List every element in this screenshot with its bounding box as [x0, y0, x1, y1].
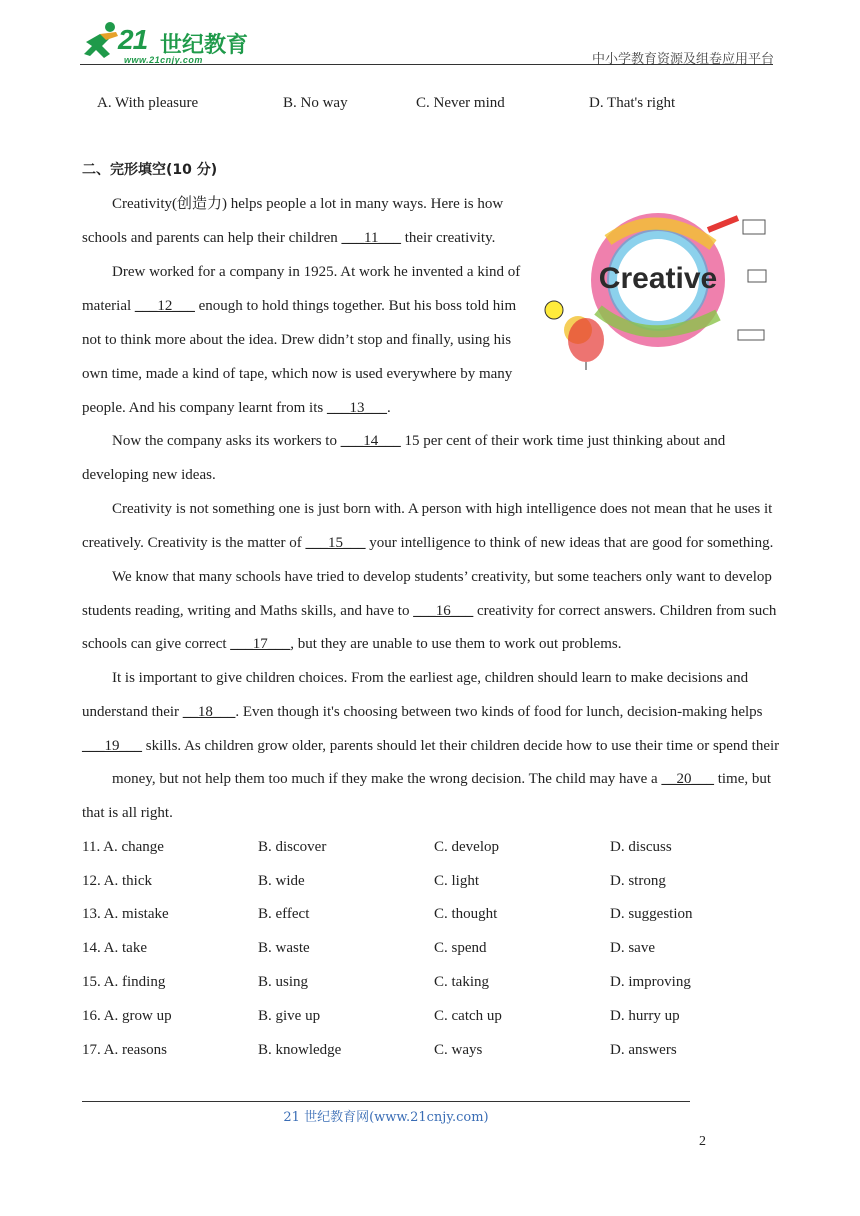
option-c: C. light	[434, 873, 480, 889]
logo-url: www.21cnjy.com	[124, 55, 203, 65]
site-logo	[80, 20, 260, 66]
header-divider	[80, 64, 773, 65]
passage-line: not to think more about the idea. Drew didn’t stop and finally, using his	[82, 332, 512, 348]
option-c: C. catch up	[434, 1008, 502, 1024]
option-d: D. hurry up	[610, 1008, 680, 1024]
option-b: B. discover	[258, 839, 327, 855]
option-c: C. spend	[434, 940, 487, 956]
passage-line: ___19___ skills. As children grow older, parents should let their children decide how to use their time or spend their	[82, 738, 780, 754]
passage-line: Creativity(创造力) helps people a lot in many ways. Here is how	[112, 196, 504, 212]
option-b: B. waste	[258, 940, 310, 956]
passage-line: Creativity is not something one is just born with. A person with high intelligence does not mean that he uses it	[112, 501, 773, 517]
blank-14: ___14___	[340, 433, 401, 449]
page-number: 2	[699, 1134, 706, 1149]
passage-line: students reading, writing and Maths skills, and have to ___16___ creativity for correct answers. Children from such	[82, 603, 777, 619]
creative-art-icon	[538, 210, 779, 370]
blank-12: ___12___	[134, 298, 195, 314]
footer-divider	[82, 1101, 690, 1102]
passage-line: creatively. Creativity is the matter of ___15___ your intelligence to think of new ideas that are good for something.	[82, 535, 774, 551]
blank-17: ___17___	[230, 636, 291, 652]
option-a: 17. A. reasons	[82, 1042, 167, 1058]
option-b: B. using	[258, 974, 309, 990]
runner-logo-icon	[80, 20, 120, 64]
blank-11: ___11___	[341, 230, 401, 246]
platform-tagline: 中小学教育资源及组卷应用平台	[591, 52, 774, 67]
option-d: D. discuss	[610, 839, 672, 855]
option-b: B. wide	[258, 873, 305, 889]
option-c: C. taking	[434, 974, 489, 990]
passage-line: We know that many schools have tried to develop students’ creativity, but some teachers only want to develop	[112, 569, 772, 585]
passage-line: developing new ideas.	[82, 467, 216, 483]
option-d: D. save	[610, 940, 655, 956]
option-b: B. give up	[258, 1008, 321, 1024]
blank-16: ___16___	[413, 603, 474, 619]
logo-chinese-name: 世纪教育	[160, 33, 249, 58]
option-a: 16. A. grow up	[82, 1008, 172, 1024]
passage-line: It is important to give children choices. From the earliest age, children should learn to make decisions and	[112, 670, 749, 686]
option-a: 12. A. thick	[82, 873, 152, 889]
section-title: 二、完形填空(10 分)	[82, 162, 218, 178]
passage-line: schools and parents can help their children ___11___ their creativity.	[82, 230, 496, 246]
option-c: C. ways	[434, 1042, 483, 1058]
prev-option-a: A. With pleasure	[97, 95, 199, 111]
option-d: D. answers	[610, 1042, 677, 1058]
prev-option-b: B. No way	[283, 95, 348, 111]
option-c: C. thought	[434, 906, 498, 922]
prev-option-d: D. That's right	[589, 95, 676, 111]
image-label: Creative	[598, 262, 718, 295]
passage-line: schools can give correct ___17___, but they are unable to use them to work out problems.	[82, 636, 622, 652]
prev-option-c: C. Never mind	[416, 95, 505, 111]
option-b: B. effect	[258, 906, 310, 922]
blank-18: __18___	[182, 704, 236, 720]
option-a: 13. A. mistake	[82, 906, 169, 922]
passage-line: Now the company asks its workers to ___14___ 15 per cent of their work time just thinking about and	[112, 433, 726, 449]
logo-number: 21	[118, 24, 148, 55]
footer-site-link[interactable]: 21 世纪教育网(www.21cnjy.com)	[283, 1110, 489, 1125]
option-a: 15. A. finding	[82, 974, 166, 990]
option-a: 14. A. take	[82, 940, 147, 956]
passage-line: own time, made a kind of tape, which now is used everywhere by many	[82, 366, 513, 382]
blank-13: ___13___	[326, 400, 387, 416]
option-d: D. strong	[610, 873, 666, 889]
option-c: C. develop	[434, 839, 499, 855]
blank-19: ___19___	[82, 738, 142, 754]
option-d: D. suggestion	[610, 906, 693, 922]
option-a: 11. A. change	[82, 839, 164, 855]
option-d: D. improving	[610, 974, 691, 990]
passage-line: people. And his company learnt from its ___13___.	[82, 400, 391, 416]
option-b: B. knowledge	[258, 1042, 342, 1058]
creative-illustration	[538, 210, 779, 370]
blank-15: ___15___	[305, 535, 366, 551]
blank-20: __20___	[661, 771, 714, 787]
passage-line: understand their __18___. Even though it's choosing between two kinds of food for lunch, decision-making helps	[82, 704, 763, 720]
passage-line: that is all right.	[82, 805, 173, 821]
passage-line: Drew worked for a company in 1925. At work he invented a kind of	[112, 264, 521, 280]
passage-line: material ___12___ enough to hold things together. But his boss told him	[82, 298, 517, 314]
passage-line: money, but not help them too much if they make the wrong decision. The child may have a __20___ time, but	[112, 771, 772, 787]
